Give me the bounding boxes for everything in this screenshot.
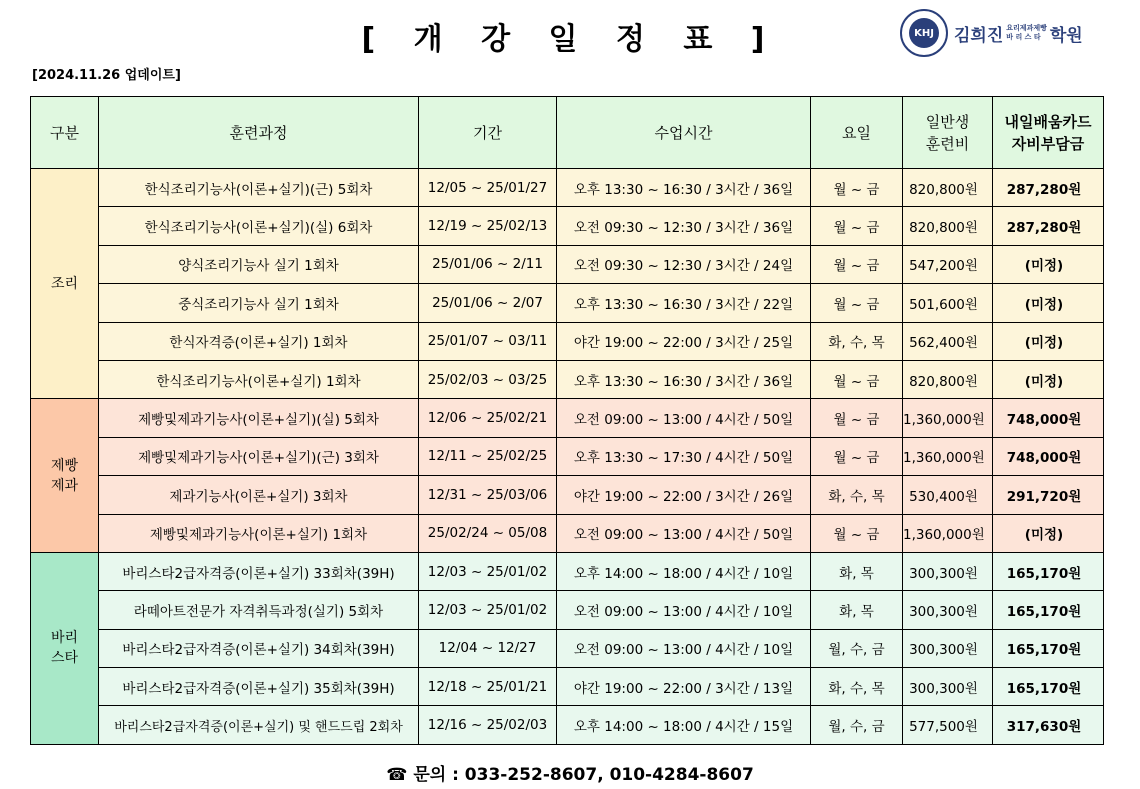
course-time: 오후 13:30 ~ 16:30 / 3시간 / 22일: [557, 284, 811, 322]
course-days: 월 ~ 금: [811, 245, 903, 283]
course-fee: 820,800원: [903, 207, 993, 245]
course-time: 오전 09:30 ~ 12:30 / 3시간 / 24일: [557, 245, 811, 283]
course-fee: 300,300원: [903, 552, 993, 590]
course-card: (미정): [993, 284, 1104, 322]
table-row: [31, 207, 1104, 245]
course-period: 25/02/03 ~ 03/25: [419, 360, 557, 398]
course-time: 오후 13:30 ~ 16:30 / 3시간 / 36일: [557, 169, 811, 207]
logo-name: 김희진: [954, 25, 1004, 46]
logo-emblem-text: KHJ: [909, 18, 939, 48]
course-time: 오후 14:00 ~ 18:00 / 4시간 / 15일: [557, 706, 811, 744]
header-fee: [903, 97, 993, 169]
course-time: 오전 09:00 ~ 13:00 / 4시간 / 10일: [557, 629, 811, 667]
page-title: [ 개 강 일 정 표 ]: [361, 22, 779, 57]
logo-subtitle: [1006, 24, 1047, 42]
table-row: [31, 360, 1104, 398]
table-row: [31, 476, 1104, 514]
logo-emblem-icon: [900, 9, 948, 57]
course-name: 제빵및제과기능사(이론+실기)(근) 3회차: [99, 437, 419, 475]
course-days: 월, 수, 금: [811, 629, 903, 667]
course-name: 한식조리기능사(이론+실기)(근) 5회차: [99, 169, 419, 207]
course-days: 월 ~ 금: [811, 284, 903, 322]
course-card: (미정): [993, 360, 1104, 398]
course-period: 12/06 ~ 25/02/21: [419, 399, 557, 437]
course-card: 317,630원: [993, 706, 1104, 744]
course-period: 12/04 ~ 12/27: [419, 629, 557, 667]
header-card-line2: 자비부담금: [1011, 134, 1085, 153]
course-card: (미정): [993, 245, 1104, 283]
course-time: 오후 13:30 ~ 17:30 / 4시간 / 50일: [557, 437, 811, 475]
course-time: 야간 19:00 ~ 22:00 / 3시간 / 13일: [557, 668, 811, 706]
course-fee: 300,300원: [903, 591, 993, 629]
course-period: 25/02/24 ~ 05/08: [419, 514, 557, 552]
table-row: [31, 552, 1104, 590]
course-card: (미정): [993, 322, 1104, 360]
table-row: [31, 322, 1104, 360]
update-date: [2024.11.26 업데이트]: [32, 68, 181, 83]
logo-subtitle-line2: 바 리 스 타: [1006, 33, 1041, 41]
category-cooking: 조리: [31, 169, 99, 399]
course-name: 바리스타2급자격증(이론+실기) 33회차(39H): [99, 552, 419, 590]
course-name: 한식조리기능사(이론+실기) 1회차: [99, 360, 419, 398]
course-name: 라떼아트전문가 자격취득과정(실기) 5회차: [99, 591, 419, 629]
course-name: 바리스타2급자격증(이론+실기) 34회차(39H): [99, 629, 419, 667]
course-name: 한식자격증(이론+실기) 1회차: [99, 322, 419, 360]
table-row: [31, 706, 1104, 744]
logo-suffix: 학원: [1049, 25, 1083, 46]
course-fee: 1,360,000원: [903, 437, 993, 475]
course-card: (미정): [993, 514, 1104, 552]
course-card: 748,000원: [993, 399, 1104, 437]
course-name: 한식조리기능사(이론+실기)(실) 6회차: [99, 207, 419, 245]
header-days: 요일: [811, 97, 903, 169]
course-days: 월 ~ 금: [811, 399, 903, 437]
category-barista-line1: 바리: [50, 630, 79, 647]
header-card: [993, 97, 1104, 169]
course-time: 야간 19:00 ~ 22:00 / 3시간 / 25일: [557, 322, 811, 360]
course-time: 오전 09:00 ~ 13:00 / 4시간 / 50일: [557, 514, 811, 552]
course-days: 월 ~ 금: [811, 169, 903, 207]
course-days: 월, 수, 금: [811, 706, 903, 744]
course-fee: 547,200원: [903, 245, 993, 283]
course-fee: 1,360,000원: [903, 514, 993, 552]
course-name: 제빵및제과기능사(이론+실기) 1회차: [99, 514, 419, 552]
category-barista-line2: 스타: [50, 650, 79, 667]
course-card: 165,170원: [993, 552, 1104, 590]
course-fee: 562,400원: [903, 322, 993, 360]
category-bakery-line2: 제과: [50, 477, 79, 494]
course-card: 165,170원: [993, 629, 1104, 667]
course-period: 12/31 ~ 25/03/06: [419, 476, 557, 514]
course-period: 12/05 ~ 25/01/27: [419, 169, 557, 207]
course-name: 바리스타2급자격증(이론+실기) 및 핸드드립 2회차: [99, 706, 419, 744]
header-course: 훈련과정: [99, 97, 419, 169]
course-days: 월 ~ 금: [811, 360, 903, 398]
course-period: 25/01/06 ~ 2/07: [419, 284, 557, 322]
course-fee: 501,600원: [903, 284, 993, 322]
header-card-line1: 내일배움카드: [1004, 112, 1092, 131]
course-name: 중식조리기능사 실기 1회차: [99, 284, 419, 322]
course-card: 291,720원: [993, 476, 1104, 514]
table-row: [31, 629, 1104, 667]
table-row: [31, 668, 1104, 706]
telephone-icon: ☎: [386, 765, 408, 785]
course-period: 12/18 ~ 25/01/21: [419, 668, 557, 706]
logo-subtitle-line1: 요리제과제빵: [1006, 24, 1047, 32]
course-fee: 300,300원: [903, 668, 993, 706]
course-time: 오전 09:30 ~ 12:30 / 3시간 / 36일: [557, 207, 811, 245]
course-fee: 820,800원: [903, 360, 993, 398]
course-period: 12/11 ~ 25/02/25: [419, 437, 557, 475]
course-days: 화, 수, 목: [811, 668, 903, 706]
academy-logo: [900, 8, 1100, 58]
course-time: 야간 19:00 ~ 22:00 / 3시간 / 26일: [557, 476, 811, 514]
course-time: 오전 09:00 ~ 13:00 / 4시간 / 50일: [557, 399, 811, 437]
course-time: 오후 14:00 ~ 18:00 / 4시간 / 10일: [557, 552, 811, 590]
course-card: 287,280원: [993, 207, 1104, 245]
header-time: 수업시간: [557, 97, 811, 169]
course-name: 바리스타2급자격증(이론+실기) 35회차(39H): [99, 668, 419, 706]
contact-info: [0, 760, 1140, 785]
course-days: 월 ~ 금: [811, 207, 903, 245]
table-row: [31, 284, 1104, 322]
table-row: [31, 169, 1104, 207]
table-row: [31, 399, 1104, 437]
course-period: 12/16 ~ 25/02/03: [419, 706, 557, 744]
course-period: 12/03 ~ 25/01/02: [419, 591, 557, 629]
course-period: 12/03 ~ 25/01/02: [419, 552, 557, 590]
header-category: 구분: [31, 97, 99, 169]
course-time: 오전 09:00 ~ 13:00 / 4시간 / 10일: [557, 591, 811, 629]
course-fee: 1,360,000원: [903, 399, 993, 437]
schedule-table: [30, 96, 1104, 745]
course-name: 제과기능사(이론+실기) 3회차: [99, 476, 419, 514]
category-barista: [31, 552, 99, 744]
header-fee-line2: 훈련비: [925, 134, 970, 153]
course-card: 748,000원: [993, 437, 1104, 475]
table-row: [31, 245, 1104, 283]
course-name: 제빵및제과기능사(이론+실기)(실) 5회차: [99, 399, 419, 437]
course-name: 양식조리기능사 실기 1회차: [99, 245, 419, 283]
course-period: 12/19 ~ 25/02/13: [419, 207, 557, 245]
course-card: 165,170원: [993, 668, 1104, 706]
course-card: 287,280원: [993, 169, 1104, 207]
header-row: [31, 97, 1104, 169]
course-period: 25/01/06 ~ 2/11: [419, 245, 557, 283]
course-days: 화, 목: [811, 552, 903, 590]
table-row: [31, 591, 1104, 629]
category-bakery: [31, 399, 99, 553]
category-bakery-line1: 제빵: [50, 457, 79, 474]
table-row: [31, 437, 1104, 475]
table-row: [31, 514, 1104, 552]
course-card: 165,170원: [993, 591, 1104, 629]
course-period: 25/01/07 ~ 03/11: [419, 322, 557, 360]
course-fee: 577,500원: [903, 706, 993, 744]
course-days: 월 ~ 금: [811, 514, 903, 552]
course-days: 화, 수, 목: [811, 476, 903, 514]
course-fee: 820,800원: [903, 169, 993, 207]
course-days: 월 ~ 금: [811, 437, 903, 475]
course-fee: 530,400원: [903, 476, 993, 514]
course-fee: 300,300원: [903, 629, 993, 667]
course-days: 화, 수, 목: [811, 322, 903, 360]
contact-text: 문의 : 033-252-8607, 010-4284-8607: [413, 765, 754, 785]
header-fee-line1: 일반생: [925, 112, 970, 131]
header-period: 기간: [419, 97, 557, 169]
course-time: 오후 13:30 ~ 16:30 / 3시간 / 36일: [557, 360, 811, 398]
course-days: 화, 목: [811, 591, 903, 629]
